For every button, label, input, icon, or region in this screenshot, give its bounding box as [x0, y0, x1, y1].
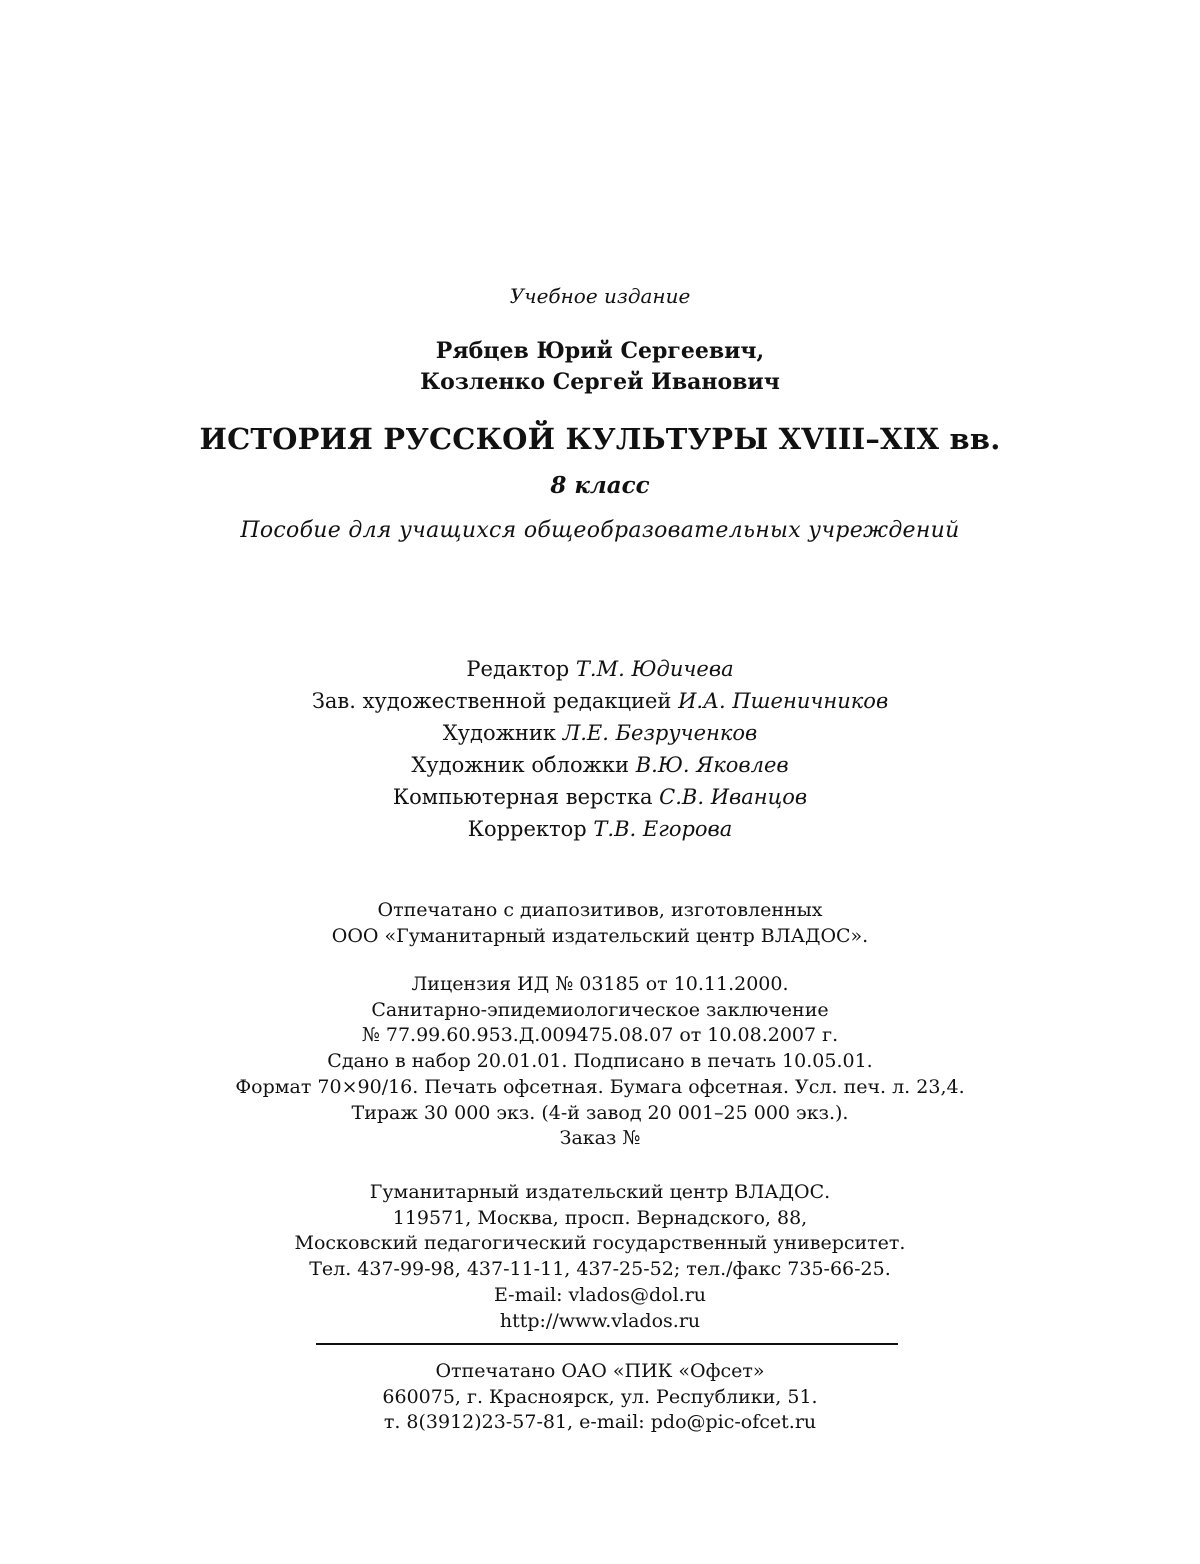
credit-person: С.В. Иванцов	[659, 785, 808, 809]
credit-person: В.Ю. Яковлев	[635, 753, 789, 777]
credit-role: Зав. художественной редакцией	[311, 689, 672, 713]
license-line: Сдано в набор 20.01.01. Подписано в печать 10.05.01.	[327, 1050, 873, 1073]
publisher-email: E-mail: vlados@dol.ru	[493, 1283, 707, 1306]
credit-person: И.А. Пшеничников	[678, 689, 889, 713]
credit-cover-artist	[0, 749, 1200, 781]
credit-person: Т.М. Юдичева	[575, 657, 734, 681]
credit-role: Корректор	[467, 817, 587, 841]
license-line: Лицензия ИД № 03185 от 10.11.2000.	[411, 973, 789, 995]
publisher-block	[0, 1180, 1200, 1334]
publisher-line: 119571, Москва, просп. Вернадского, 88,	[392, 1206, 808, 1229]
printer-line: т. 8(3912)23-57-81, e-mail: pdo@pic-ofcet.ru	[383, 1411, 817, 1434]
license-line: Санитарно-эпидемиологическое заключение	[371, 998, 829, 1021]
credit-role: Редактор	[466, 657, 570, 681]
credit-person: Т.В. Егорова	[593, 817, 733, 841]
divider-rule	[316, 1343, 898, 1345]
printed-from-line: Отпечатано с диапозитивов, изготовленных	[377, 899, 823, 921]
author-1: Рябцев Юрий Сергеевич,	[435, 338, 765, 364]
grade: 8 класс	[550, 472, 650, 499]
credits	[0, 653, 1200, 845]
credit-role: Художник	[442, 721, 557, 745]
printer-line: Отпечатано ОАО «ПИК «Офсет»	[435, 1360, 765, 1382]
license-line: Тираж 30 000 экз. (4-й завод 20 001–25 000 экз.).	[351, 1101, 849, 1124]
publisher-website: http://www.vlados.ru	[499, 1309, 701, 1332]
license-line: Заказ №	[559, 1127, 641, 1150]
credit-artist	[0, 717, 1200, 749]
book-title: ИСТОРИЯ РУССКОЙ КУЛЬТУРЫ XVIII–XIX вв.	[199, 422, 1001, 456]
credit-layout	[0, 781, 1200, 813]
authors	[0, 336, 1200, 398]
printer-line: 660075, г. Красноярск, ул. Республики, 51.	[382, 1385, 818, 1408]
credit-editor	[0, 653, 1200, 685]
license-line: Формат 70×90/16. Печать офсетная. Бумага офсетная. Усл. печ. л. 23,4.	[235, 1075, 965, 1098]
edition-type: Учебное издание	[509, 284, 691, 308]
credit-role: Компьютерная верстка	[392, 785, 653, 809]
printed-from-block	[0, 898, 1200, 949]
publisher-line: Гуманитарный издательский центр ВЛАДОС.	[369, 1181, 831, 1203]
publisher-line: Тел. 437-99-98, 437-11-11, 437-25-52; тел./факс 735-66-25.	[309, 1258, 891, 1281]
subtitle: Пособие для учащихся общеобразовательных учреждений	[240, 518, 960, 543]
printer-block	[0, 1359, 1200, 1436]
credit-role: Художник обложки	[411, 753, 630, 777]
license-line: № 77.99.60.953.Д.009475.08.07 от 10.08.2007 г.	[361, 1024, 839, 1047]
license-block	[0, 972, 1200, 1152]
credit-person: Л.Е. Безрученков	[562, 721, 758, 745]
printed-from-line: ООО «Гуманитарный издательский центр ВЛАДОС».	[331, 924, 869, 947]
author-2: Козленко Сергей Иванович	[420, 369, 780, 395]
credit-art-editor	[0, 685, 1200, 717]
publisher-line: Московский педагогический государственный университет.	[294, 1232, 906, 1255]
credit-proofreader	[0, 813, 1200, 845]
